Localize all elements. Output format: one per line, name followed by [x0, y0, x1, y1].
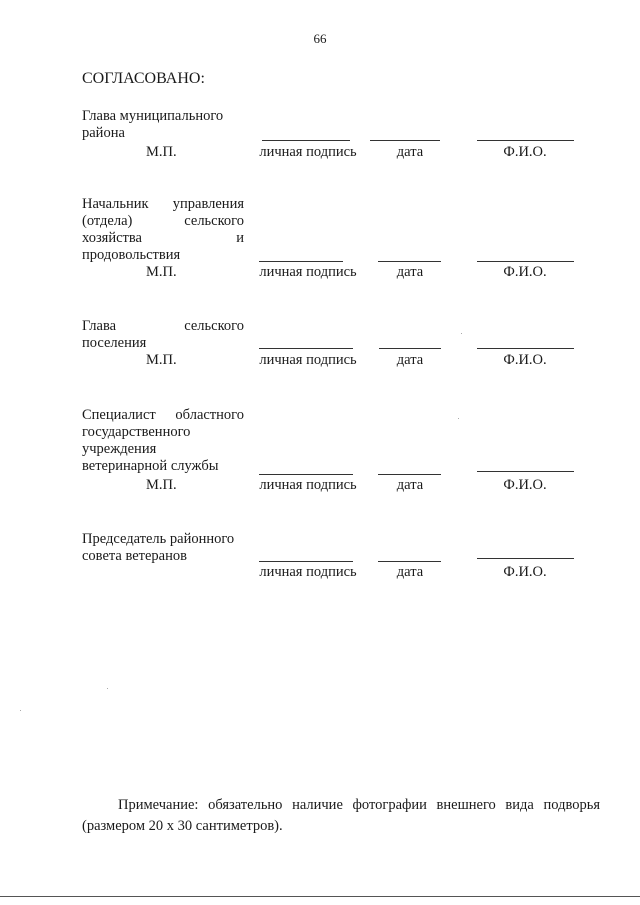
signature-caption: личная подпись [259, 477, 357, 493]
signature-line [259, 348, 353, 349]
title-line: (отдела) сельского [82, 213, 244, 229]
date-caption: дата [396, 564, 424, 580]
seal-label: М.П. [146, 144, 177, 160]
signature-caption: личная подпись [259, 352, 357, 368]
scan-speck [461, 333, 462, 334]
date-caption: дата [396, 352, 424, 368]
seal-label: М.П. [146, 477, 177, 493]
title-line: Председатель районного [82, 531, 235, 547]
signatory-title-head-of-district [82, 108, 244, 142]
date-line [378, 474, 441, 475]
title-line: учреждения [82, 441, 157, 457]
approval-heading: СОГЛАСОВАНО: [82, 70, 205, 87]
page-bottom-rule [0, 896, 640, 897]
name-caption: Ф.И.О. [503, 477, 547, 493]
date-line [370, 140, 440, 141]
name-caption: Ф.И.О. [503, 564, 547, 580]
date-caption: дата [396, 264, 424, 280]
date-caption: дата [396, 477, 424, 493]
title-line: государственного [82, 424, 191, 440]
title-line: поселения [82, 335, 147, 351]
name-line [477, 558, 574, 559]
title-line: продовольствия [82, 247, 181, 263]
scan-speck [20, 710, 21, 711]
date-line [378, 561, 441, 562]
signatory-title-veterans-council [82, 531, 252, 565]
footnote: Примечание: обязательно наличие фотографии внешнего вида подворья (размером 20 х 30 сантиметров). [82, 797, 600, 834]
title-line: ветеринарной службы [82, 458, 219, 474]
title-line: Глава сельского [82, 318, 244, 334]
page-number: 66 [313, 31, 327, 46]
date-line [379, 348, 441, 349]
seal-label: М.П. [146, 264, 177, 280]
name-caption: Ф.И.О. [503, 144, 547, 160]
signature-line [262, 140, 350, 141]
title-line: Специалист областного [82, 407, 244, 423]
scan-speck [458, 418, 459, 419]
signatory-title-veterinary-specialist [82, 407, 244, 475]
scan-speck [107, 688, 108, 689]
title-line: хозяйства и [82, 230, 244, 246]
name-caption: Ф.И.О. [503, 352, 547, 368]
name-line [477, 140, 574, 141]
date-line [378, 261, 441, 262]
seal-label: М.П. [146, 352, 177, 368]
name-line [477, 471, 574, 472]
signatory-title-head-of-agriculture [82, 196, 244, 264]
signatory-title-head-of-settlement [82, 318, 244, 352]
signature-caption: личная подпись [259, 264, 357, 280]
date-caption: дата [396, 144, 424, 160]
name-line [477, 348, 574, 349]
title-line: Начальник управления [82, 196, 244, 212]
title-line: совета ветеранов [82, 548, 187, 564]
signature-line [259, 561, 353, 562]
signature-line [259, 261, 343, 262]
name-caption: Ф.И.О. [503, 264, 547, 280]
signature-caption: личная подпись [259, 144, 357, 160]
title-line: района [82, 125, 125, 141]
title-line: Глава муниципального [82, 108, 224, 124]
signature-line [259, 474, 353, 475]
signature-caption: личная подпись [259, 564, 357, 580]
name-line [477, 261, 574, 262]
